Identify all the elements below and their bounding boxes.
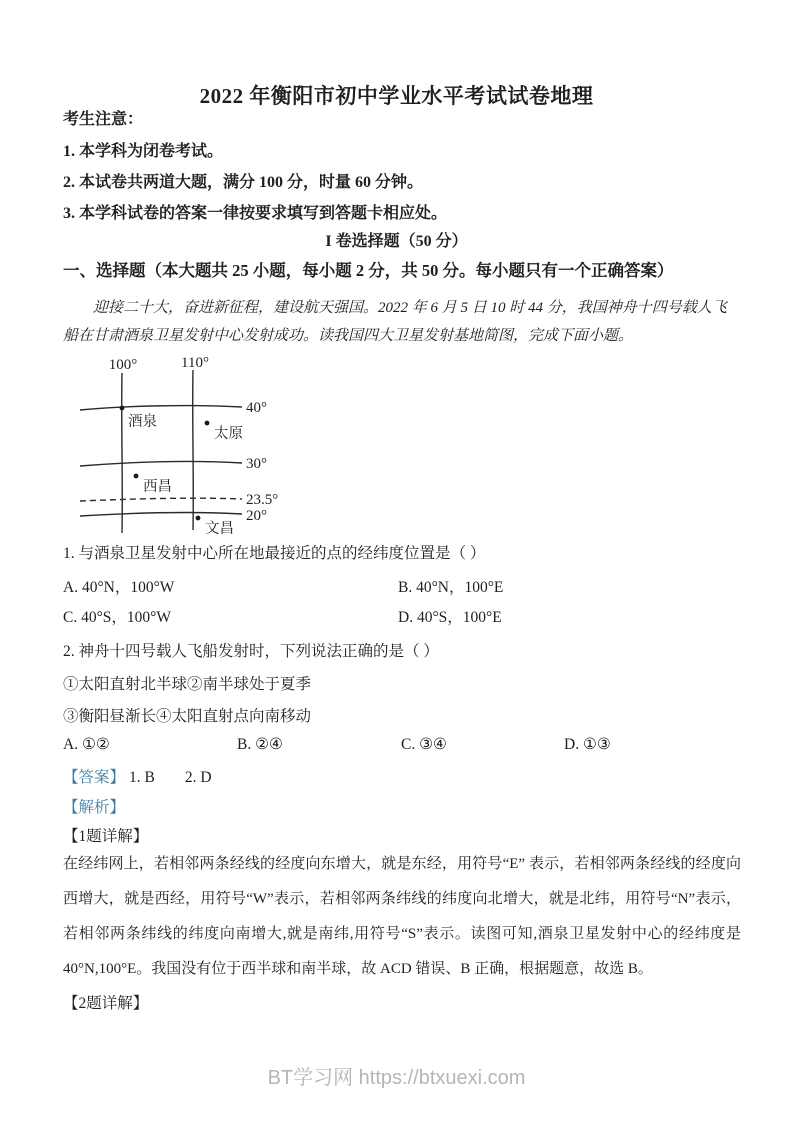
notice-item-2: 2. 本试卷共两道大题，满分 100 分，时量 60 分钟。 [63,174,424,191]
question-1-option-c: C. 40°S，100°W [63,609,171,626]
question-1-options-row-2 [63,605,739,627]
tropic-of-cancer-line [80,498,242,501]
parallel-20-line [80,513,242,516]
question-2-option-b: B. ②④ [237,736,283,753]
meridian-100-label: 100° [108,357,138,373]
parallel-30-line [80,462,242,466]
question-2-option-c: C. ③④ [401,736,447,753]
question-2-option-d: D. ①③ [564,736,611,753]
city-dot-wenchang [196,516,201,521]
satellite-launch-bases-map [60,351,310,541]
notice-item-1: 1. 本学科为闭卷考试。 [63,143,224,160]
watermark-footer: BT学习网 https://btxuexi.com [267,1067,526,1089]
page-title: 2022 年衡阳市初中学业水平考试试卷地理 [199,84,594,109]
answer-item-2: 2. D [184,769,212,786]
detail-2-heading: 【2题详解】 [63,995,149,1012]
parallel-30-label: 30° [246,456,267,472]
question-group-intro: 迎接二十大，奋进新征程，建设航天强国。2022 年 6 月 5 日 10 时 44 分，我国神舟十四号载人飞船在甘肃酒泉卫星发射中心发射成功。读我国四大卫星发射基地简图，完成下面小题。 [63,300,727,344]
city-label-wenchang: 文昌 [205,521,234,537]
answer-line [63,765,212,787]
question-1-option-a: A. 40°N，100°W [63,579,175,596]
question-2-statements-1: ①太阳直射北半球②南半球处于夏季 [63,676,312,693]
parallel-40-label: 40° [246,400,267,416]
question-1-text: 1. 与酒泉卫星发射中心所在地最接近的点的经纬度位置是（ ） [63,545,486,562]
question-2-option-a: A. ①② [63,736,110,753]
city-label-jiuquan: 酒泉 [128,414,157,430]
question-1-option-b: B. 40°N，100°E [398,579,504,596]
city-label-xichang: 西昌 [143,479,172,495]
analysis-label: 【解析】 [63,799,126,816]
meridian-100-line [122,373,123,533]
answer-item-1: 1. B [129,769,155,786]
city-label-taiyuan: 太原 [214,426,243,442]
tropic-of-cancer-label: 23.5° [246,492,279,508]
city-dot-xichang [134,474,139,479]
question-2-text: 2. 神舟十四号载人飞船发射时，下列说法正确的是（ ） [63,643,439,660]
notice-heading: 考生注意： [63,111,144,128]
question-2-statements-2: ③衡阳昼渐长④太阳直射点向南移动 [63,708,312,725]
notice-item-3: 3. 本学科试卷的答案一律按要求填写到答题卡相应处。 [63,205,448,222]
answer-label: 【答案】 [63,769,126,786]
parallel-40-line [80,406,242,410]
detail-1-heading: 【1题详解】 [63,828,149,845]
meridian-110-label: 110° [181,355,209,371]
city-dot-jiuquan [120,406,125,411]
section1-heading: 一、选择题（本大题共 25 小题，每小题 2 分，共 50 分。每小题只有一个正确答案） [63,261,674,280]
part1-heading: I 卷选择题（50 分） [325,233,468,250]
question-1-option-d: D. 40°S，100°E [398,609,502,626]
parallel-20-label: 20° [246,508,267,524]
detail-1-explanation: 在经纬网上，若相邻两条经线的经度向东增大，就是东经，用符号“E” 表示，若相邻两条经线的经度向西增大，就是西经，用符号“W”表示，若相邻两条纬线的纬度向北增大，就是北纬，用符号“N”表示，若相邻两条纬线的纬度向南增大,就是南纬,用符号“S”表示。读图可知,酒泉卫星发射中心的经纬度是 40°N,100°E。我国没有位于西半球和南半球，故 ACD 错误、B 正确，根据题意，故选 B。 [63,856,741,977]
meridian-110-line [193,370,194,530]
question-1-options-row-1 [63,575,739,597]
city-dot-taiyuan [205,421,210,426]
